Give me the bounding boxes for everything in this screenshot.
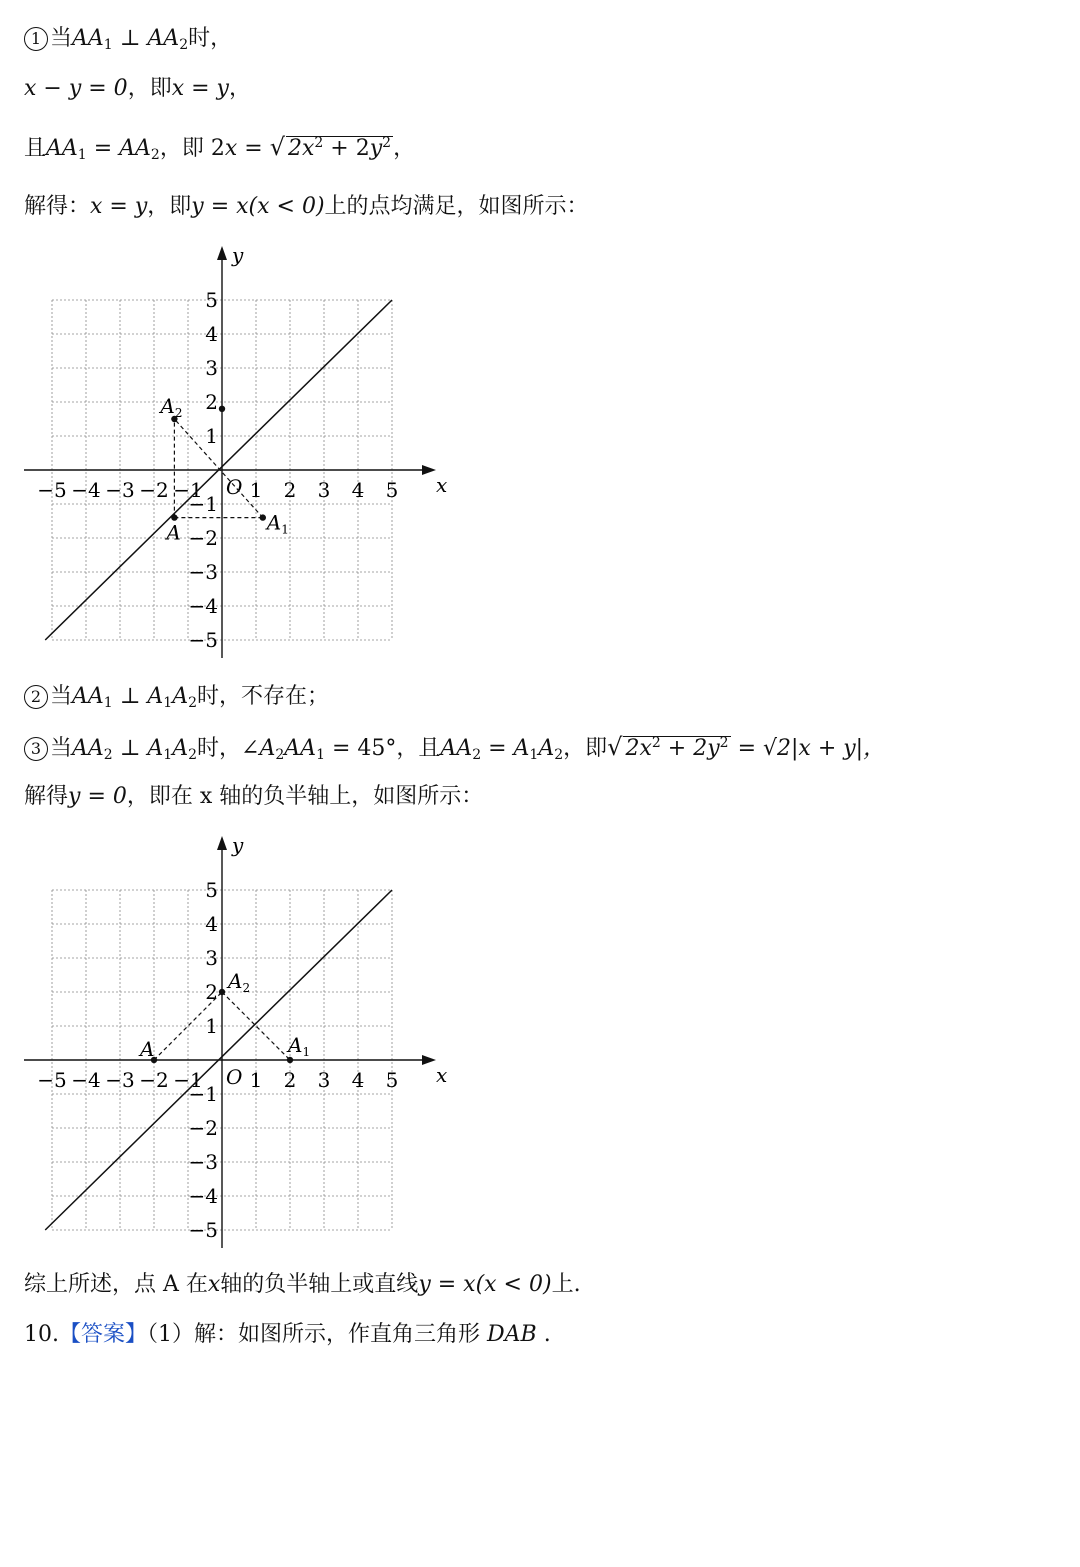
x-axis-arrow-icon	[422, 1055, 436, 1065]
x-tick-label: −1	[173, 478, 203, 502]
subscript: 2	[275, 747, 285, 763]
x-tick-label: 4	[351, 478, 365, 502]
origin-label: O	[226, 475, 243, 499]
subscript: 1	[103, 695, 113, 711]
y-tick-label: 4	[205, 322, 218, 346]
y-axis-label: y	[232, 833, 244, 857]
y-axis-arrow-icon	[217, 836, 227, 850]
condition-3-line	[24, 732, 885, 764]
y-tick-label: 1	[205, 1014, 218, 1038]
text: 当	[50, 684, 73, 709]
x-tick-label: −3	[105, 478, 135, 502]
text: 轴的负半轴上或直线	[220, 1272, 419, 1297]
point-label-A2: $A_2$	[228, 969, 251, 995]
point-marker	[219, 406, 225, 412]
math: x = y	[171, 76, 229, 101]
math: y = 0	[68, 784, 127, 809]
point-A2	[219, 989, 225, 995]
y-tick-label: 5	[205, 878, 218, 902]
subscript: 1	[77, 147, 87, 163]
solution-line-7	[24, 782, 483, 812]
text: 时，∠	[197, 736, 260, 761]
text: ，即	[563, 736, 608, 761]
text: .	[536, 1322, 551, 1347]
text: 综上所述，点 A 在	[24, 1272, 208, 1297]
solution-line-4	[24, 192, 589, 222]
text: =	[481, 736, 514, 761]
y-tick-label: 2	[205, 390, 218, 414]
y-tick-label: −2	[188, 1116, 218, 1140]
math: A	[538, 736, 555, 761]
text: 上.	[551, 1272, 581, 1297]
x-tick-label: −5	[37, 1068, 67, 1092]
x-axis-label: x	[436, 473, 448, 497]
y-tick-label: −4	[188, 594, 218, 618]
math: = √2|x + y|，	[730, 736, 886, 761]
text: =	[86, 136, 120, 161]
y-tick-label: −2	[188, 526, 218, 550]
text: ，即	[147, 194, 192, 219]
text: 上的点均满足，如图所示：	[324, 194, 589, 219]
perp-symbol: ⊥	[112, 684, 148, 709]
math: A	[259, 736, 276, 761]
x-tick-label: 1	[249, 1068, 263, 1092]
subscript: 1	[163, 747, 173, 763]
math: A	[513, 736, 530, 761]
y-tick-label: 4	[205, 912, 218, 936]
math: 2x	[287, 136, 315, 161]
x-tick-label: −4	[71, 1068, 101, 1092]
subscript: 1	[529, 747, 539, 763]
x-tick-label: −2	[139, 1068, 169, 1092]
subscript: 2	[103, 747, 113, 763]
math: x	[224, 136, 238, 161]
point-label-A1: $A_1$	[266, 510, 289, 537]
exponent: 2	[651, 735, 661, 751]
math: A	[147, 684, 164, 709]
math: AA	[72, 736, 104, 761]
radicand	[623, 736, 730, 761]
math: x = y	[90, 194, 148, 219]
question-number: 10.	[24, 1322, 59, 1347]
equation-line-2	[24, 74, 251, 104]
x-tick-label: 2	[283, 1068, 297, 1092]
perp-symbol: ⊥	[112, 26, 148, 51]
text: 解得：	[24, 194, 91, 219]
subscript: 2	[472, 747, 482, 763]
x-tick-label: −5	[37, 478, 67, 502]
conclusion-line	[24, 1270, 581, 1300]
y-tick-label: −5	[188, 1218, 218, 1242]
point-label-A2: $A_2$	[160, 394, 183, 420]
y-tick-label: −3	[188, 1150, 218, 1174]
subscript: 2	[188, 695, 198, 711]
subscript: 1	[316, 747, 325, 763]
x-tick-label: 1	[249, 478, 263, 502]
origin-label: O	[226, 1065, 243, 1089]
math: AA	[284, 736, 317, 761]
x-axis-arrow-icon	[422, 465, 436, 475]
text: = 45°，且	[324, 736, 441, 761]
coordinate-graph-1	[0, 240, 460, 670]
math: A	[147, 736, 164, 761]
math: DAB	[487, 1322, 537, 1347]
text: + 2	[323, 136, 370, 161]
x-axis-label: x	[436, 1063, 448, 1087]
equation-line-3	[24, 132, 415, 164]
math: 2x	[625, 736, 652, 761]
y-tick-label: 3	[205, 356, 218, 380]
x-tick-label: 3	[317, 1068, 331, 1092]
math: x − y = 0	[24, 76, 128, 101]
math: A	[172, 684, 189, 709]
subscript: 1	[103, 37, 113, 53]
sqrt-symbol: √	[269, 133, 285, 161]
perp-symbol: ⊥	[112, 736, 148, 761]
point-label-A1: $A_1$	[288, 1033, 311, 1059]
answer-tag: 【答案】	[59, 1322, 148, 1347]
point-label-A: A	[166, 520, 181, 545]
math: AA	[440, 736, 473, 761]
x-tick-label: 3	[317, 478, 331, 502]
x-tick-label: −1	[173, 1068, 203, 1092]
x-tick-label: 5	[385, 478, 399, 502]
condition-2-line	[24, 682, 329, 712]
x-tick-label: −3	[105, 1068, 135, 1092]
math: + 2y	[660, 736, 720, 761]
exponent: 2	[382, 135, 392, 151]
text: 当	[50, 736, 73, 761]
x-tick-label: −4	[71, 478, 101, 502]
text: ，即 2	[159, 136, 225, 161]
point-A1	[287, 1057, 293, 1063]
exponent: 2	[314, 135, 324, 151]
coordinate-graph-2	[0, 830, 460, 1260]
radicand	[286, 136, 393, 161]
y-tick-label: −1	[188, 492, 218, 516]
y-tick-label: 2	[205, 980, 218, 1004]
text: 当	[50, 26, 73, 51]
text: 且	[24, 136, 47, 161]
condition-1-line	[24, 24, 232, 54]
text: ，	[228, 76, 251, 101]
question-10-line	[24, 1320, 551, 1350]
math: AA	[46, 136, 78, 161]
text: 解得	[24, 784, 69, 809]
text: 时，	[188, 26, 233, 51]
math: AA	[72, 684, 104, 709]
math: x	[207, 1272, 221, 1297]
sqrt-symbol: √	[607, 733, 623, 761]
y-tick-label: 5	[205, 288, 218, 312]
text: ，即在 x 轴的负半轴上，如图所示：	[126, 784, 484, 809]
point-label-A: A	[140, 1037, 155, 1061]
math: y = x(x < 0)	[191, 194, 325, 219]
subscript: 2	[554, 747, 564, 763]
text: =	[237, 136, 270, 161]
exponent: 2	[719, 735, 729, 751]
math: A	[172, 736, 189, 761]
math: AA	[147, 26, 180, 51]
y-axis-label: y	[232, 243, 244, 267]
text: 时，不存在；	[197, 684, 330, 709]
y-tick-label: −4	[188, 1184, 218, 1208]
y-tick-label: 3	[205, 946, 218, 970]
math: y	[369, 136, 383, 161]
math: AA	[119, 136, 151, 161]
y-tick-label: −5	[188, 628, 218, 652]
x-tick-label: 2	[283, 478, 297, 502]
text: （1）解：如图所示，作直角三角形	[147, 1322, 488, 1347]
text: ，	[393, 136, 416, 161]
y-tick-label: 1	[205, 424, 218, 448]
subscript: 2	[188, 747, 198, 763]
circled-number-3: 3	[24, 737, 48, 761]
subscript: 1	[163, 695, 173, 711]
text: ，即	[127, 76, 172, 101]
y-tick-label: −3	[188, 560, 218, 584]
y-axis-arrow-icon	[217, 246, 227, 260]
point-A1	[260, 514, 266, 520]
subscript: 2	[150, 147, 160, 163]
subscript: 2	[179, 37, 189, 53]
y-tick-label: −1	[188, 1082, 218, 1106]
x-tick-label: −2	[139, 478, 169, 502]
circled-number-2: 2	[24, 685, 48, 709]
math: AA	[72, 26, 104, 51]
x-tick-label: 5	[385, 1068, 399, 1092]
circled-number-1: 1	[24, 27, 48, 51]
x-tick-label: 4	[351, 1068, 365, 1092]
math: y = x(x < 0)	[418, 1272, 552, 1297]
